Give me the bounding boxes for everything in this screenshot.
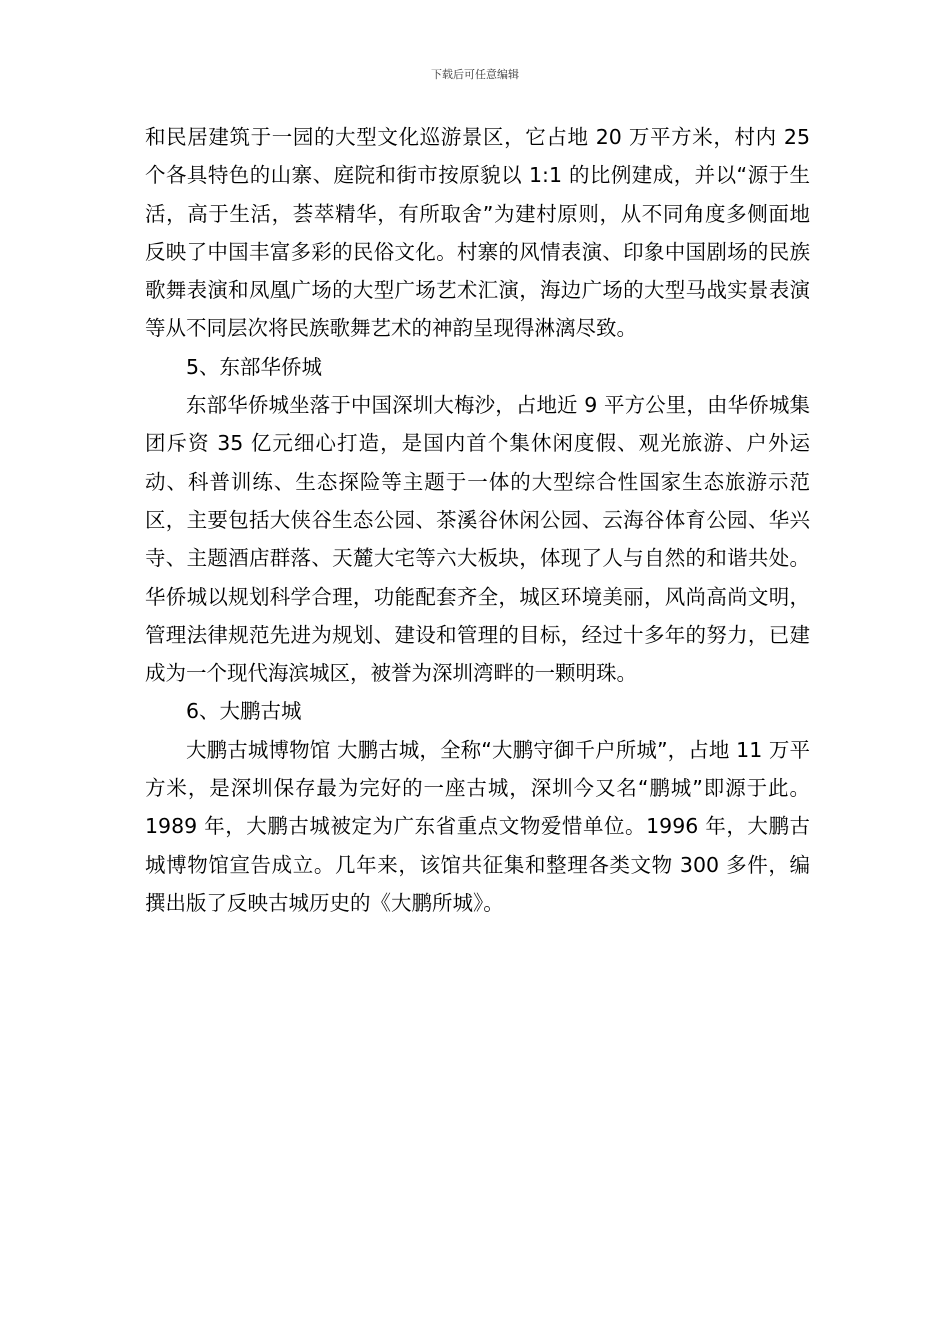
document-body: [145, 118, 810, 922]
page-header-note: 下载后可任意编辑: [431, 68, 519, 81]
paragraph-east-oct: 东部华侨城坐落于中国深圳大梅沙，占地近 9 平方公里，由华侨城集团斥资 35 亿元细心打造，是国内首个集休闲度假、观光旅游、户外运动、科普训练、生态探险等主题于一体的大型综合性国家生态旅游示范区，主要包括大侠谷生态公园、茶溪谷休闲公园、云海谷体育公园、华兴寺、主题酒店群落、天麓大宅等六大板块，体现了人与自然的和谐共处。华侨城以规划科学合理，功能配套齐全，城区环境美丽，风尚高尚文明，管理法律规范先进为规划、建设和管理的目标，经过十多年的努力，已建成为一个现代海滨城区，被誉为深圳湾畔的一颗明珠。: [145, 393, 810, 686]
paragraph-folk-village: 和民居建筑于一园的大型文化巡游景区，它占地 20 万平方米，村内 25 个各具特色的山寨、庭院和街市按原貌以 1:1 的比例建成，并以“源于生活，高于生活，荟萃精华，有所取舍”为建村原则，从不同角度多侧面地反映了中国丰富多彩的民俗文化。村寨的风情表演、印象中国剧场的民族歌舞表演和凤凰广场的大型广场艺术汇演，海边广场的大型马战实景表演等从不同层次将民族歌舞艺术的神韵呈现得淋漓尽致。: [145, 125, 810, 341]
section-heading-dapeng-fortress: 6、大鹏古城: [186, 699, 302, 724]
section-heading-east-oct: 5、东部华侨城: [186, 354, 323, 379]
paragraph-dapeng-fortress: 大鹏古城博物馆 大鹏古城，全称“大鹏守御千户所城”，占地 11 万平方米，是深圳保存最为完好的一座古城，深圳今又名“鹏城”即源于此。1989 年，大鹏古城被定为广东省重点文物爱惜单位。1996 年，大鹏古城博物馆宣告成立。几年来，该馆共征集和整理各类文物 300 多件，编撰出版了反映古城历史的《大鹏所城》。: [145, 737, 810, 915]
